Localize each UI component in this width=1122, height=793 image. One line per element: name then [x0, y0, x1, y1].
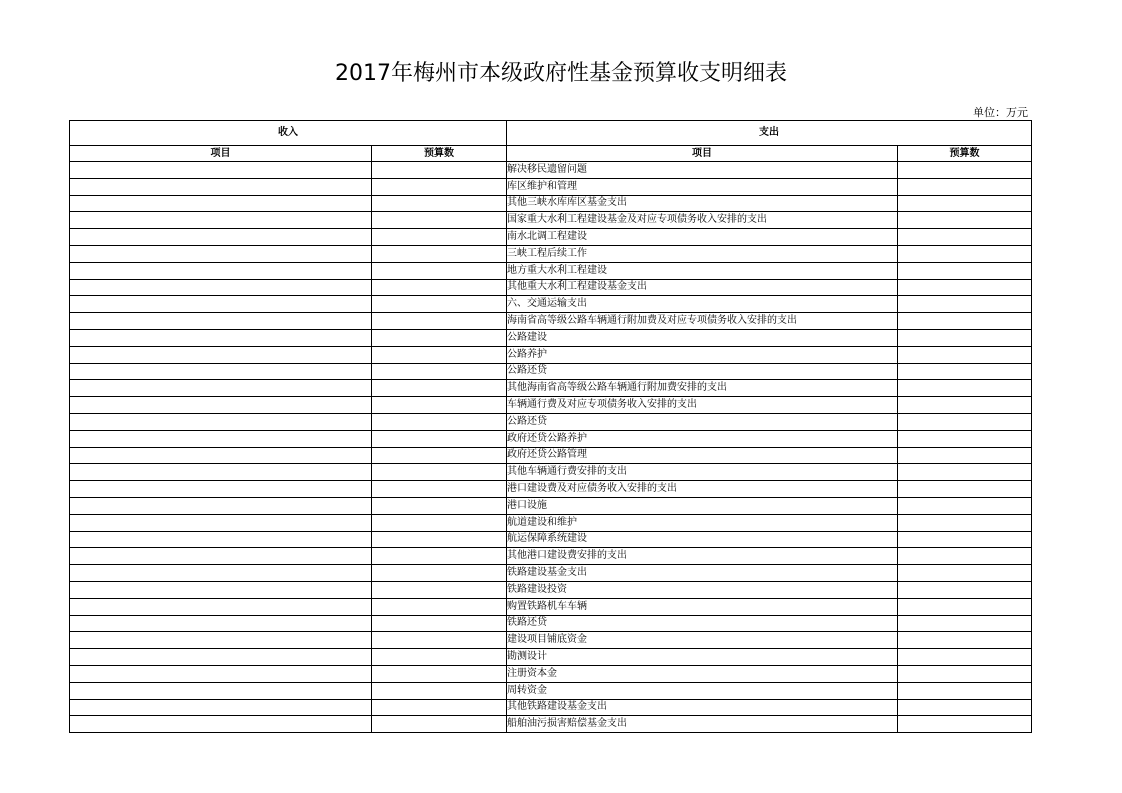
expense-item-cell: 六、交通运输支出 — [507, 296, 898, 313]
income-item-cell — [70, 531, 372, 548]
table-row — [70, 632, 1032, 649]
income-item-cell — [70, 464, 372, 481]
income-budget-cell — [372, 514, 507, 531]
income-budget-cell — [372, 229, 507, 246]
table-row — [70, 195, 1032, 212]
expense-item-cell: 港口设施 — [507, 497, 898, 514]
income-header: 收入 — [70, 121, 507, 146]
expense-budget-cell — [898, 363, 1032, 380]
income-item-cell — [70, 514, 372, 531]
expense-item-cell: 船舶油污损害赔偿基金支出 — [507, 716, 898, 733]
table-row — [70, 413, 1032, 430]
expense-item-cell: 公路还贷 — [507, 363, 898, 380]
expense-item-cell: 库区维护和管理 — [507, 178, 898, 195]
income-budget-cell — [372, 178, 507, 195]
expense-item-cell: 公路还贷 — [507, 413, 898, 430]
income-item-cell — [70, 665, 372, 682]
income-item-header: 项目 — [70, 146, 372, 162]
expense-item-cell: 建设项目铺底资金 — [507, 632, 898, 649]
income-item-cell — [70, 699, 372, 716]
table-row — [70, 397, 1032, 414]
expense-budget-cell — [898, 531, 1032, 548]
header-group-row — [70, 121, 1032, 146]
income-item-cell — [70, 229, 372, 246]
income-budget-header: 预算数 — [372, 146, 507, 162]
income-budget-cell — [372, 296, 507, 313]
income-item-cell — [70, 329, 372, 346]
income-budget-cell — [372, 313, 507, 330]
income-item-cell — [70, 649, 372, 666]
income-item-cell — [70, 497, 372, 514]
expense-budget-cell — [898, 598, 1032, 615]
income-item-cell — [70, 615, 372, 632]
expense-item-cell: 铁路建设基金支出 — [507, 565, 898, 582]
expense-item-cell: 国家重大水利工程建设基金及对应专项债务收入安排的支出 — [507, 212, 898, 229]
expense-item-cell: 政府还贷公路管理 — [507, 447, 898, 464]
table-row — [70, 447, 1032, 464]
page-title: 2017年梅州市本级政府性基金预算收支明细表 — [335, 61, 787, 86]
income-item-cell — [70, 413, 372, 430]
expense-item-header: 项目 — [507, 146, 898, 162]
income-budget-cell — [372, 481, 507, 498]
table-row — [70, 313, 1032, 330]
income-budget-cell — [372, 565, 507, 582]
income-item-cell — [70, 162, 372, 179]
table-row — [70, 497, 1032, 514]
expense-budget-cell — [898, 615, 1032, 632]
table-row — [70, 514, 1032, 531]
table-row — [70, 329, 1032, 346]
table-row — [70, 481, 1032, 498]
expense-budget-cell — [898, 581, 1032, 598]
table-row — [70, 296, 1032, 313]
expense-budget-cell — [898, 346, 1032, 363]
expense-item-cell: 政府还贷公路养护 — [507, 430, 898, 447]
expense-item-cell: 其他港口建设费安排的支出 — [507, 548, 898, 565]
expense-item-cell: 其他铁路建设基金支出 — [507, 699, 898, 716]
income-item-cell — [70, 346, 372, 363]
income-budget-cell — [372, 447, 507, 464]
expense-item-cell: 地方重大水利工程建设 — [507, 262, 898, 279]
table-row — [70, 565, 1032, 582]
table-row — [70, 229, 1032, 246]
income-item-cell — [70, 363, 372, 380]
income-budget-cell — [372, 649, 507, 666]
expense-budget-cell — [898, 162, 1032, 179]
table-row — [70, 178, 1032, 195]
expense-item-cell: 其他海南省高等级公路车辆通行附加费安排的支出 — [507, 380, 898, 397]
table-row — [70, 380, 1032, 397]
expense-budget-cell — [898, 279, 1032, 296]
budget-table — [69, 120, 1032, 733]
table-row — [70, 598, 1032, 615]
expense-budget-cell — [898, 313, 1032, 330]
expense-budget-cell — [898, 632, 1032, 649]
income-budget-cell — [372, 262, 507, 279]
income-item-cell — [70, 581, 372, 598]
table-row — [70, 430, 1032, 447]
income-item-cell — [70, 548, 372, 565]
expense-budget-header: 预算数 — [898, 146, 1032, 162]
expense-budget-cell — [898, 229, 1032, 246]
expense-budget-cell — [898, 245, 1032, 262]
income-item-cell — [70, 313, 372, 330]
income-budget-cell — [372, 548, 507, 565]
expense-budget-cell — [898, 212, 1032, 229]
expense-budget-cell — [898, 565, 1032, 582]
table-row — [70, 682, 1032, 699]
table-row — [70, 548, 1032, 565]
table-row — [70, 464, 1032, 481]
expense-item-cell: 三峡工程后续工作 — [507, 245, 898, 262]
table-row — [70, 716, 1032, 733]
expense-budget-cell — [898, 178, 1032, 195]
expense-item-cell: 航道建设和维护 — [507, 514, 898, 531]
expense-budget-cell — [898, 397, 1032, 414]
income-item-cell — [70, 598, 372, 615]
income-item-cell — [70, 397, 372, 414]
income-item-cell — [70, 565, 372, 582]
table-row — [70, 649, 1032, 666]
expense-budget-cell — [898, 665, 1032, 682]
expense-budget-cell — [898, 380, 1032, 397]
unit-label: 单位：万元 — [973, 106, 1028, 119]
income-item-cell — [70, 447, 372, 464]
income-item-cell — [70, 430, 372, 447]
income-budget-cell — [372, 162, 507, 179]
table-row — [70, 346, 1032, 363]
expense-item-cell: 购置铁路机车车辆 — [507, 598, 898, 615]
income-budget-cell — [372, 279, 507, 296]
expense-item-cell: 其他车辆通行费安排的支出 — [507, 464, 898, 481]
expense-budget-cell — [898, 649, 1032, 666]
income-budget-cell — [372, 699, 507, 716]
expense-budget-cell — [898, 716, 1032, 733]
income-item-cell — [70, 178, 372, 195]
expense-budget-cell — [898, 514, 1032, 531]
income-item-cell — [70, 212, 372, 229]
expense-item-cell: 公路建设 — [507, 329, 898, 346]
table-row — [70, 699, 1032, 716]
income-budget-cell — [372, 682, 507, 699]
expense-budget-cell — [898, 548, 1032, 565]
income-budget-cell — [372, 464, 507, 481]
expense-item-cell: 海南省高等级公路车辆通行附加费及对应专项债务收入安排的支出 — [507, 313, 898, 330]
income-budget-cell — [372, 195, 507, 212]
expense-budget-cell — [898, 413, 1032, 430]
expense-item-cell: 公路养护 — [507, 346, 898, 363]
income-budget-cell — [372, 413, 507, 430]
expense-item-cell: 港口建设费及对应债务收入安排的支出 — [507, 481, 898, 498]
income-budget-cell — [372, 346, 507, 363]
income-item-cell — [70, 245, 372, 262]
income-item-cell — [70, 279, 372, 296]
table-row — [70, 262, 1032, 279]
table-row — [70, 581, 1032, 598]
expense-budget-cell — [898, 699, 1032, 716]
expense-budget-cell — [898, 262, 1032, 279]
table-row — [70, 279, 1032, 296]
table-row — [70, 245, 1032, 262]
income-budget-cell — [372, 716, 507, 733]
header-column-row — [70, 146, 1032, 162]
expense-budget-cell — [898, 481, 1032, 498]
expense-item-cell: 航运保障系统建设 — [507, 531, 898, 548]
income-budget-cell — [372, 632, 507, 649]
income-item-cell — [70, 296, 372, 313]
income-item-cell — [70, 682, 372, 699]
income-budget-cell — [372, 397, 507, 414]
income-item-cell — [70, 481, 372, 498]
expense-item-cell: 周转资金 — [507, 682, 898, 699]
table-row — [70, 162, 1032, 179]
expense-item-cell: 其他重大水利工程建设基金支出 — [507, 279, 898, 296]
income-budget-cell — [372, 329, 507, 346]
income-item-cell — [70, 380, 372, 397]
table-row — [70, 615, 1032, 632]
expense-item-cell: 南水北调工程建设 — [507, 229, 898, 246]
income-budget-cell — [372, 212, 507, 229]
expense-item-cell: 其他三峡水库库区基金支出 — [507, 195, 898, 212]
income-budget-cell — [372, 430, 507, 447]
expense-budget-cell — [898, 329, 1032, 346]
income-item-cell — [70, 716, 372, 733]
income-budget-cell — [372, 245, 507, 262]
expense-budget-cell — [898, 430, 1032, 447]
expense-budget-cell — [898, 296, 1032, 313]
income-item-cell — [70, 262, 372, 279]
expense-budget-cell — [898, 497, 1032, 514]
expense-item-cell: 解决移民遗留问题 — [507, 162, 898, 179]
expense-budget-cell — [898, 464, 1032, 481]
expense-item-cell: 勘测设计 — [507, 649, 898, 666]
income-budget-cell — [372, 615, 507, 632]
expense-header: 支出 — [507, 121, 1032, 146]
income-budget-cell — [372, 598, 507, 615]
income-budget-cell — [372, 581, 507, 598]
income-budget-cell — [372, 665, 507, 682]
income-budget-cell — [372, 531, 507, 548]
expense-item-cell: 车辆通行费及对应专项债务收入安排的支出 — [507, 397, 898, 414]
income-budget-cell — [372, 380, 507, 397]
expense-item-cell: 注册资本金 — [507, 665, 898, 682]
expense-item-cell: 铁路还贷 — [507, 615, 898, 632]
income-budget-cell — [372, 497, 507, 514]
expense-item-cell: 铁路建设投资 — [507, 581, 898, 598]
expense-budget-cell — [898, 447, 1032, 464]
table-row — [70, 665, 1032, 682]
table-row — [70, 531, 1032, 548]
income-item-cell — [70, 632, 372, 649]
expense-budget-cell — [898, 682, 1032, 699]
expense-budget-cell — [898, 195, 1032, 212]
income-budget-cell — [372, 363, 507, 380]
table-row — [70, 363, 1032, 380]
income-item-cell — [70, 195, 372, 212]
table-row — [70, 212, 1032, 229]
